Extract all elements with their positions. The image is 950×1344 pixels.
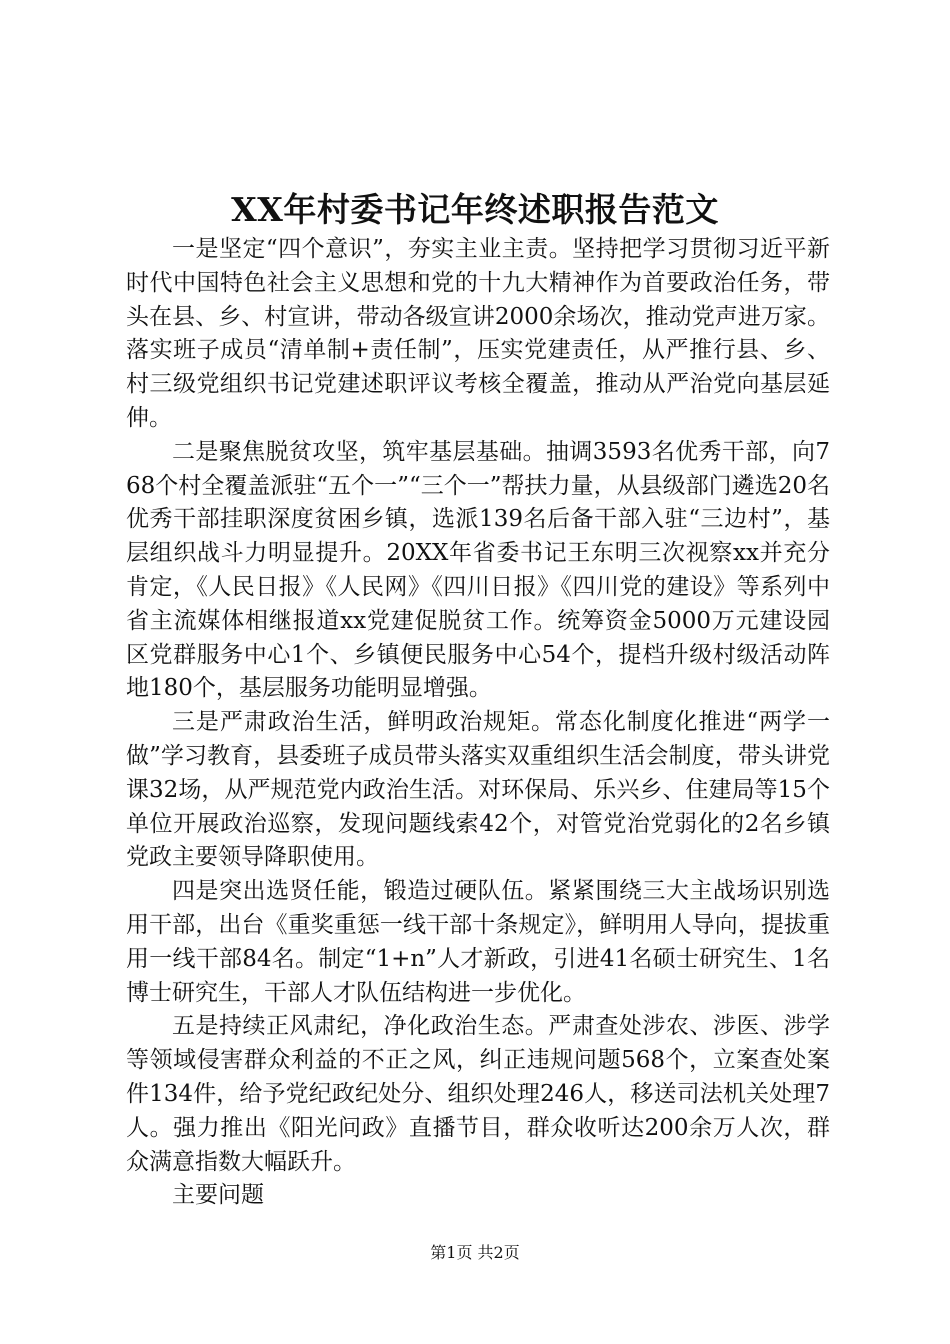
document-title: XX年村委书记年终述职报告范文 bbox=[231, 190, 719, 229]
document-body bbox=[126, 233, 830, 1213]
section-heading-main-problems: 主要问题 bbox=[172, 1182, 264, 1209]
paragraph-1: 一是坚定“四个意识”，夯实主业主责。坚持把学习贯彻习近平新时代中国特色社会主义思想和党的十九大精神作为首要政治任务，带头在县、乡、村宣讲，带动各级宣讲2000余场次，推动党声进万家。落实班子成员“清单制+责任制”，压实党建责任，从严推行县、乡、村三级党组织书记党建述职评议考核全覆盖，推动从严治党向基层延伸。 bbox=[126, 236, 830, 431]
paragraph-5: 五是持续正风肃纪，净化政治生态。严肃查处涉农、涉医、涉学等领域侵害群众利益的不正之风，纠正违规问题568个，立案查处案件134件，给予党纪政纪处分、组织处理246人，移送司法机关处理7人。强力推出《阳光问政》直播节目，群众收听达200余万人次，群众满意指数大幅跃升。 bbox=[126, 1013, 830, 1175]
paragraph-3: 三是严肃政治生活，鲜明政治规矩。常态化制度化推进“两学一做”学习教育，县委班子成员带头落实双重组织生活会制度，带头讲党课32场，从严规范党内政治生活。对环保局、乐兴乡、住建局等15个单位开展政治巡察，发现问题线索42个，对管党治党弱化的2名乡镇党政主要领导降职使用。 bbox=[126, 709, 830, 871]
paragraph-2: 二是聚焦脱贫攻坚，筑牢基层基础。抽调3593名优秀干部，向768个村全覆盖派驻“五个一”“三个一”帮扶力量，从县级部门遴选20名优秀干部挂职深度贫困乡镇，选派139名后备干部入驻“三边村”，基层组织战斗力明显提升。20XX年省委书记王东明三次视察xx并充分肯定，《人民日报》《人民网》《四川日报》《四川党的建设》等系列中省主流媒体相继报道xx党建促脱贫工作。统筹资金5000万元建设园区党群服务中心1个、乡镇便民服务中心54个，提档升级村级活动阵地180个，基层服务功能明显增强。 bbox=[126, 438, 830, 702]
paragraph-4: 四是突出选贤任能，锻造过硬队伍。紧紧围绕三大主战场识别选用干部，出台《重奖重惩一线干部十条规定》，鲜明用人导向，提拔重用一线干部84名。制定“1+n”人才新政，引进41名硕士研究生、1名博士研究生，干部人才队伍结构进一步优化。 bbox=[126, 878, 830, 1006]
page-number-footer: 第1页 共2页 bbox=[430, 1243, 520, 1262]
